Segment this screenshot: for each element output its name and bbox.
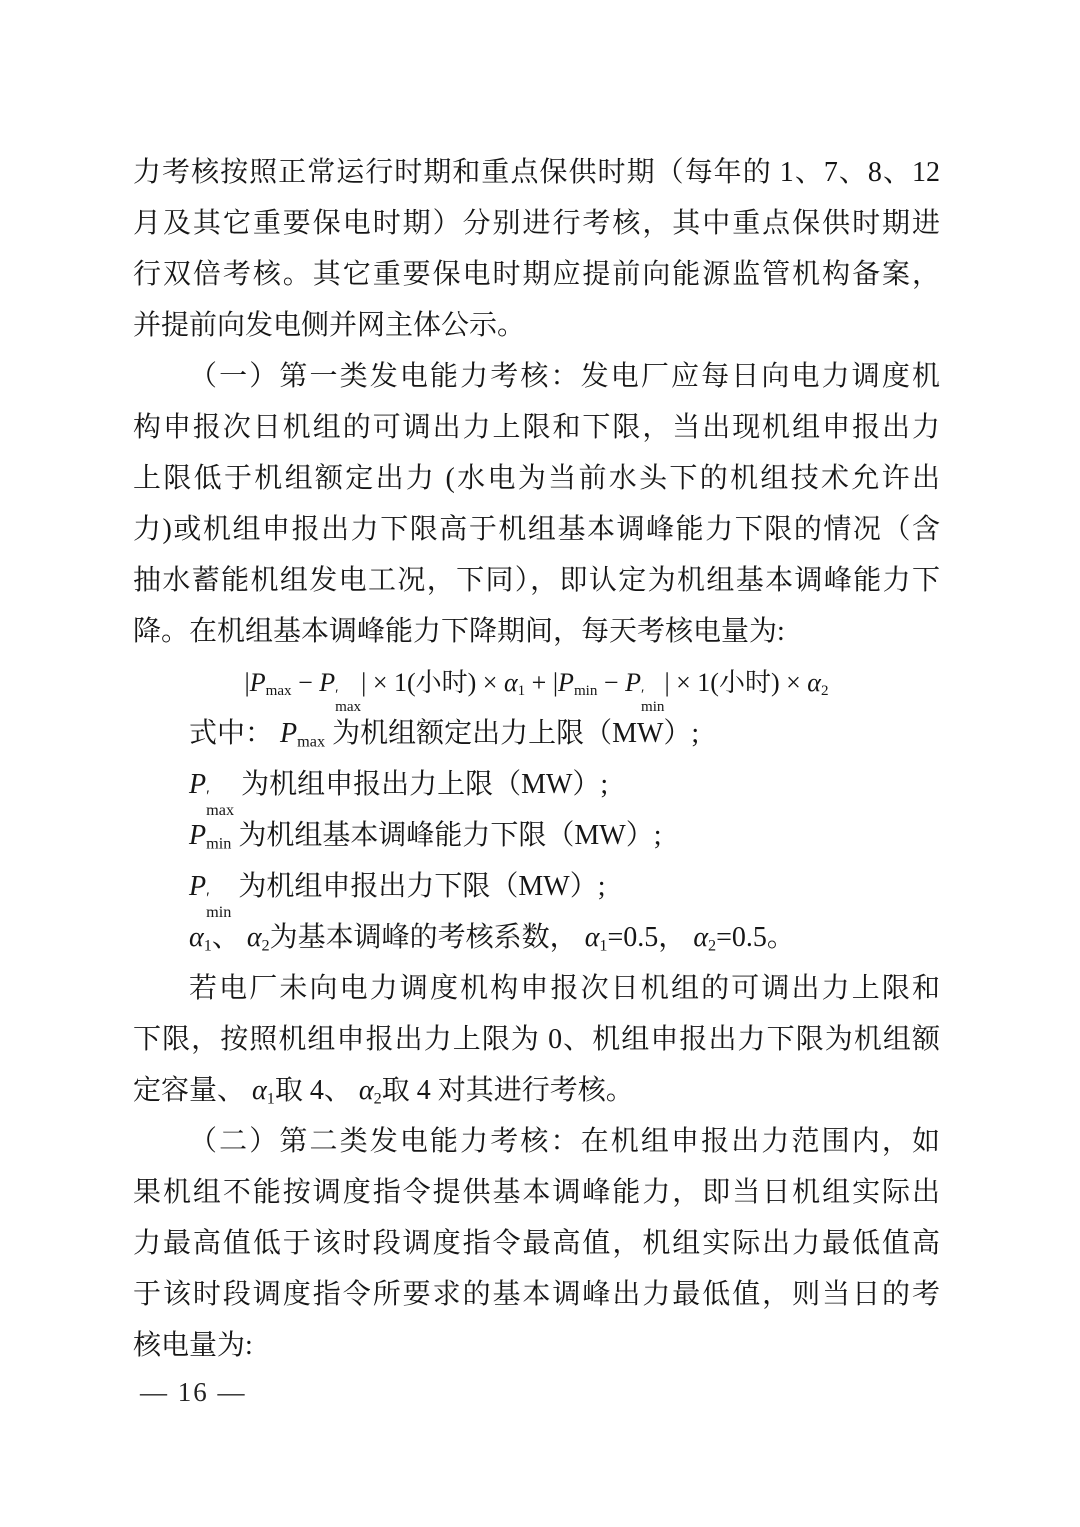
math-var: $P_{max}$ (249, 668, 292, 700)
math-var: $P_{min}$ (189, 820, 232, 853)
text-line: （一）第一类发电能力考核：发电厂应每日向电力调度机 (189, 361, 940, 392)
math-var: P ′ min (625, 668, 665, 716)
text-line: （二）第二类发电能力考核：在机组申报出力范围内，如 (189, 1126, 940, 1157)
math-var: P ′ max (319, 668, 362, 716)
text-line: 下限，按照机组申报出力上限为 0、机组申报出力下限为机组额 (133, 1024, 940, 1055)
text-line: 核电量为: (133, 1330, 253, 1361)
text-line: 降。在机组基本调峰能力下降期间，每天考核电量为: (133, 616, 785, 647)
text-line: 构申报次日机组的可调出力上限和下限，当出现机组申报出力 (133, 412, 940, 443)
math-alpha: $\alpha_2$ (807, 668, 829, 700)
text-line: 力考核按照正常运行时期和重点保供时期（每年的 1、7、8、12 (133, 157, 940, 188)
formula: $|P_{max} - P$ ′ max | × 1(小时) × $\alpha_1 + |P_{min} - P$ ′ min | × 1(小时) × $\alpha_2$ (244, 668, 829, 716)
math-alpha: $\alpha_1$ (584, 922, 608, 955)
text-line: 行双倍考核。其它重要保电时期应提前向能源监管机构备案， (133, 259, 940, 290)
text-line: 上限低于机组额定出力 (水电为当前水头下的机组技术允许出 (133, 463, 940, 494)
text-line: 式中： $P_{max}$ 为机组额定出力上限（MW）; (189, 718, 700, 751)
text-line: 果机组不能按调度指令提供基本调峰能力，即当日机组实际出 (133, 1177, 940, 1208)
math-alpha: $\alpha_1$ (189, 922, 212, 955)
text-line: $P_{min}$ 为机组基本调峰能力下限（MW）; (189, 820, 662, 853)
text-line: $\alpha_1$、 $\alpha_2$为基本调峰的考核系数， $\alpha_1=0.5$， $\alpha_2=0.5$。 (189, 922, 795, 955)
math-alpha: $\alpha_2$ (693, 922, 717, 955)
math-var: $P_{max}$ (280, 718, 326, 751)
math-alpha: $\alpha_2$ (358, 1075, 382, 1108)
math-var: P ′ min (189, 871, 232, 921)
document-body (133, 147, 940, 1371)
text-line: 抽水蓄能机组发电工况，下同），即认定为机组基本调峰能力下 (133, 565, 940, 596)
math-alpha: $\alpha_1$ (252, 1075, 275, 1108)
math-alpha: $\alpha_2$ (246, 922, 270, 955)
text-line: 月及其它重要保电时期）分别进行考核，其中重点保供时期进 (133, 208, 940, 239)
text-line: 并提前向发电侧并网主体公示。 (133, 310, 526, 341)
text-line: P ′ max 为机组申报出力上限（MW）; (189, 769, 609, 819)
text-line: 于该时段调度指令所要求的基本调峰出力最低值，则当日的考 (133, 1279, 940, 1310)
text-line: 力最高值低于该时段调度指令最高值，机组实际出力最低值高 (133, 1228, 940, 1259)
text-line: 力)或机组申报出力下限高于机组基本调峰能力下限的情况（含 (133, 514, 940, 545)
math-var: $P_{min}$ (558, 668, 598, 700)
text-line: 若电厂未向电力调度机构申报次日机组的可调出力上限和 (189, 973, 940, 1004)
text-line: P ′ min 为机组申报出力下限（MW）; (189, 871, 606, 921)
math-alpha: $\alpha_1$ (503, 668, 526, 700)
text-line: 定容量、 $\alpha_1$取 4、 $\alpha_2$取 4 对其进行考核。 (133, 1075, 634, 1108)
page-number: — 16 — (140, 1377, 247, 1407)
math-var: P ′ max (189, 769, 235, 819)
